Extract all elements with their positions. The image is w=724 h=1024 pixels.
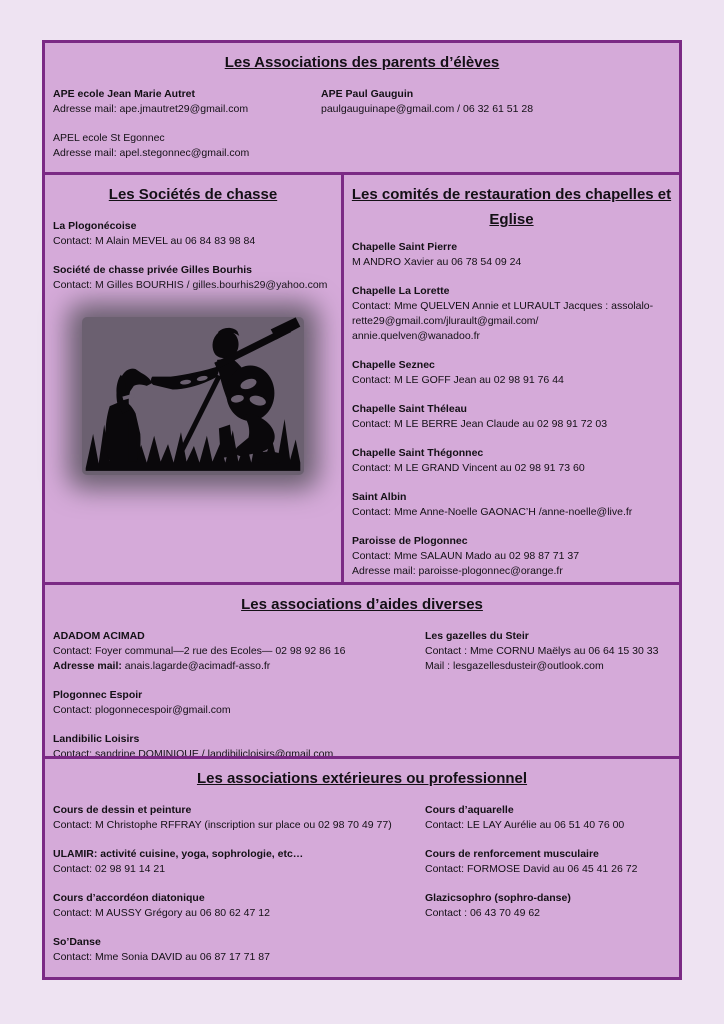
parents-right-column [313,75,679,175]
chapelles-entries [344,232,679,579]
section-title-exterieures [45,759,679,791]
entry-name: Chapelle Saint Théleau [352,403,467,415]
entry-line: Adresse mail: ape.jmautret29@gmail.com [53,103,249,115]
entry-line: Contact: 02 98 91 14 21 [53,863,166,875]
entry-name: Chapelle Saint Pierre [352,241,458,253]
entry-line: Contact: M LE GRAND Vincent au 02 98 91 73 60 [352,462,585,474]
entry-line: Contact : Mme CORNU Maëlys au 06 64 15 30 33 [425,645,659,657]
entry-line: Contact: Mme SALAUN Mado au 02 98 87 71 37 [352,550,580,562]
hunter-with-dog-clipart [82,317,304,475]
entry-line: Contact: M AUSSY Grégory au 06 80 62 47 12 [53,907,270,919]
section-chapel-committees [341,175,679,582]
entry-name: APE ecole Jean Marie Autret [53,88,195,100]
section-hunting-societies [45,175,341,582]
entry-line: Contact: Foyer communal—2 rue des Ecoles— 02 98 92 86 16 [53,645,346,657]
entry-name: Plogonnec Espoir [53,689,143,701]
section-title-text: Les associations extérieures ou professionnel [196,770,528,787]
exterieures-right-column [417,791,679,979]
entry-line: Adresse mail: anais.lagarde@acimadf-asso.fr [53,660,271,672]
directory-entry [53,263,333,293]
entry-line: Contact: M Alain MEVEL au 06 84 83 98 84 [53,235,256,247]
entry-line: Contact : 06 43 70 49 62 [425,907,541,919]
entry-name: La Plogonécoise [53,220,137,232]
entry-line: Contact: M LE GOFF Jean au 02 98 91 76 44 [352,374,564,386]
entry-name: Cours d’aquarelle [425,804,514,816]
directory-entry [53,87,305,117]
directory-entry [53,131,305,161]
entry-name: Chapelle Seznec [352,359,435,371]
directory-entry [53,891,409,921]
section-title-text-line2: Eglise [489,211,534,228]
parents-left-column [45,75,313,175]
associations-directory-table [42,40,682,980]
chasse-entries [45,207,341,293]
directory-entry [53,847,409,877]
entry-line: Contact: Mme QUELVEN Annie et LURAULT Jacques : assolalo- [352,300,654,312]
directory-entry [425,891,671,921]
entry-name: Saint Albin [352,491,407,503]
entry-name: Les gazelles du Steir [425,630,529,642]
parents-columns [45,75,679,175]
entry-line: Contact: M Gilles BOURHIS / gilles.bourhis29@yahoo.com [53,279,328,291]
directory-entry [352,402,671,432]
entry-line: Contact: Mme Anne-Noelle GAONAC’H /anne-noelle@live.fr [352,506,633,518]
directory-entry [53,803,409,833]
entry-line: Contact: Mme Sonia DAVID au 06 87 17 71 87 [53,951,270,963]
entry-line: Contact: FORMOSE David au 06 45 41 26 72 [425,863,638,875]
directory-entry [53,688,409,718]
directory-entry [53,629,409,674]
directory-entry [352,358,671,388]
entry-name: APEL ecole St Egonnec [53,132,165,144]
section-title-parents [45,43,679,75]
entry-name: Glazicsophro (sophro-danse) [425,892,571,904]
directory-entry [53,219,333,249]
aides-right-column [417,617,679,776]
directory-entry [352,490,671,520]
entry-line: Contact: M LE BERRE Jean Claude au 02 98 91 72 03 [352,418,608,430]
section-middle-row [45,172,679,582]
entry-line: annie.quelven@wanadoo.fr [352,330,480,342]
entry-line-bold-lead: Adresse mail: [53,660,122,672]
aides-left-column [45,617,417,776]
entry-name: APE Paul Gauguin [321,88,414,100]
entry-line: Contact: LE LAY Aurélie au 06 51 40 76 00 [425,819,625,831]
directory-entry [53,935,409,965]
exterieures-left-column [45,791,417,979]
directory-entry [352,284,671,344]
entry-line: Adresse mail: paroisse-plogonnec@orange.fr [352,565,563,577]
entry-name: Chapelle La Lorette [352,285,450,297]
entry-name: Cours de renforcement musculaire [425,848,599,860]
directory-entry [352,534,671,579]
entry-name: ADADOM ACIMAD [53,630,145,642]
entry-name: Landibilic Loisirs [53,733,140,745]
aides-columns [45,617,679,776]
directory-entry [352,446,671,476]
entry-line: Adresse mail: apel.stegonnec@gmail.com [53,147,250,159]
hunter-dog-silhouette-icon [82,317,304,475]
entry-line: Mail : lesgazellesdusteir@outlook.com [425,660,604,672]
section-aid-associations [45,582,679,760]
directory-entry [425,803,671,833]
entry-name: So’Danse [53,936,101,948]
directory-entry [425,847,671,877]
section-title-text: Les Associations des parents d’élèves [224,54,500,71]
section-title-text: Les associations d’aides diverses [241,596,483,613]
directory-entry [425,629,671,674]
entry-name: ULAMIR: activité cuisine, yoga, sophrologie, etc… [53,848,304,860]
directory-entry [352,240,671,270]
directory-entry [321,87,671,117]
entry-line: Contact: plogonnecespoir@gmail.com [53,704,231,716]
section-title-text: Les Sociétés de chasse [108,186,278,203]
entry-line: paulgauguinape@gmail.com / 06 32 61 51 28 [321,103,534,115]
entry-line: rette29@gmail.com/jlurault@gmail.com/ [352,315,539,327]
section-title-chasse [45,175,341,207]
entry-name: Société de chasse privée Gilles Bourhis [53,264,253,276]
entry-name: Chapelle Saint Thégonnec [352,447,484,459]
entry-line: Contact: M Christophe RFFRAY (inscription sur place ou 02 98 70 49 77) [53,819,392,831]
entry-line: M ANDRO Xavier au 06 78 54 09 24 [352,256,522,268]
section-external-associations [45,756,679,979]
entry-name: Cours de dessin et peinture [53,804,192,816]
entry-name: Paroisse de Plogonnec [352,535,468,547]
section-title-chapelles [344,175,679,232]
entry-name: Cours d’accordéon diatonique [53,892,205,904]
section-title-text-line1: Les comités de restauration des chapelles et [351,186,672,203]
exterieures-columns [45,791,679,979]
entry-line: Contact: sandrine DOMINIQUE / landibilicloisirs@gmail.com [53,748,334,760]
section-title-aides [45,585,679,617]
section-parents-associations [45,43,679,172]
